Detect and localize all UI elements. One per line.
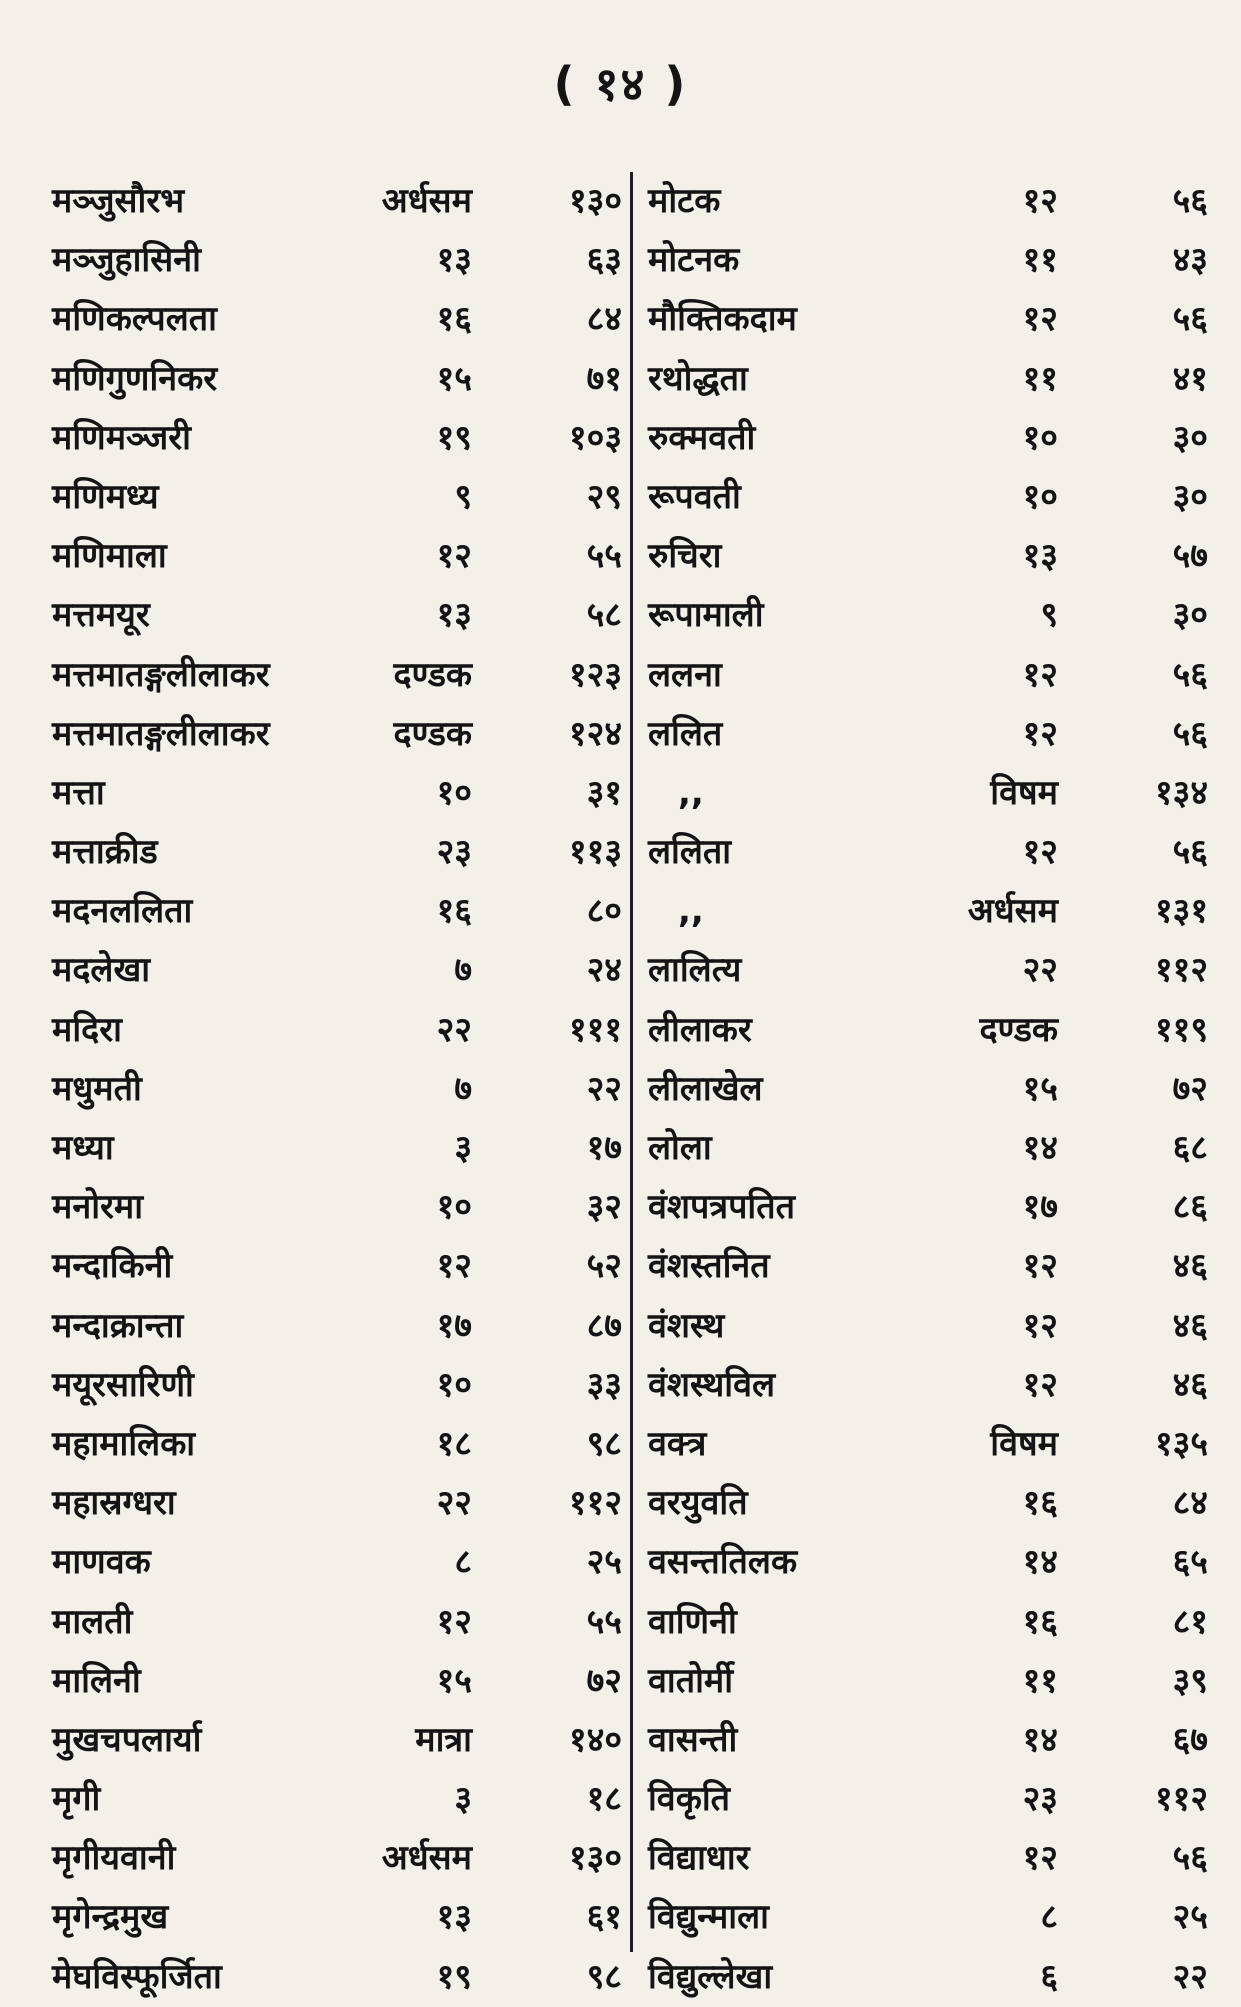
syllable-count: ९ [1040,595,1058,636]
index-entry [52,941,622,1000]
index-entry [648,1001,1208,1060]
meter-name: रूपवती [648,476,741,517]
syllable-count: १८ [436,1423,472,1464]
index-entry [52,1356,622,1415]
index-entry [648,1829,1208,1888]
meter-name: वातोर्मी [648,1660,734,1701]
syllable-count: १३ [436,240,472,281]
index-entry [52,1415,622,1474]
page-reference: ३९ [1172,1660,1208,1701]
meter-name: वंशस्थविल [648,1364,776,1405]
page-reference: ६१ [586,1897,622,1938]
meter-name: मञ्जुसौरभ [52,181,185,221]
index-entry [52,350,622,409]
index-entry [648,290,1208,349]
meter-name: वक्त्र [648,1423,707,1464]
index-entry [648,1593,1208,1652]
page-reference: ४६ [1172,1246,1208,1287]
page-reference: ४६ [1172,1364,1208,1405]
syllable-count: १९ [436,1956,472,1997]
index-entry [648,468,1208,527]
page-reference: १७ [586,1128,622,1168]
page-reference: ५६ [1172,181,1208,221]
page-reference: ६३ [586,240,622,281]
syllable-count: २२ [436,1009,472,1050]
page-reference: ७१ [586,358,622,399]
meter-name: ,, [678,891,704,932]
meter-name: मणिगुणनिकर [52,358,218,399]
page-reference: १३० [568,1838,622,1879]
index-entry [648,1770,1208,1829]
page-reference: १२४ [568,713,622,754]
meter-name: लोला [648,1128,712,1168]
meter-name: लीलाकर [648,1009,752,1050]
page-reference: १८ [586,1779,622,1820]
meter-name: मणिकल्पलता [52,299,217,340]
meter-name: मत्तमातङ्गलीलाकर [52,654,270,695]
syllable-count: अर्धसम [381,1838,472,1879]
meter-name: मणिमाला [52,536,167,577]
column-divider [630,172,633,1952]
index-entry [648,882,1208,941]
index-entry [52,1652,622,1711]
index-entry [52,290,622,349]
meter-name: लीलाखेल [648,1068,763,1109]
page-reference: ८४ [586,299,622,340]
meter-name: मृगीयवानी [52,1838,176,1879]
index-entry [52,468,622,527]
syllable-count: १६ [436,299,472,340]
page-reference: ३३ [586,1364,622,1405]
page-reference: ५६ [1172,713,1208,754]
syllable-count: १० [436,1187,472,1228]
syllable-count: ११ [1022,358,1058,399]
page-reference: ८७ [586,1305,622,1346]
page-reference: १२३ [568,654,622,695]
syllable-count: दण्डक [979,1009,1058,1050]
meter-name: मन्दाक्रान्ता [52,1305,184,1346]
index-entry [52,705,622,764]
index-entry [52,882,622,941]
page-reference: २२ [586,1068,622,1109]
index-entry [648,1888,1208,1947]
page-reference: ५७ [1172,536,1208,577]
page-reference: ३० [1172,476,1208,517]
index-column-right [648,172,1208,2007]
index-entry [648,172,1208,231]
page-reference: ६७ [1172,1719,1208,1760]
meter-name: विद्याधार [648,1838,750,1879]
syllable-count: १२ [1022,1364,1058,1405]
meter-name: मयूरसारिणी [52,1364,194,1405]
page-reference: ८० [586,891,622,932]
syllable-count: ११ [1022,1660,1058,1701]
meter-name: मत्ताक्रीड [52,832,158,873]
syllable-count: १२ [1022,832,1058,873]
syllable-count: विषम [990,1423,1058,1464]
meter-name: मेघविस्फूर्जिता [52,1956,222,1997]
meter-name: मणिमञ्जरी [52,417,191,458]
syllable-count: १४ [1022,1719,1058,1760]
syllable-count: १९ [436,417,472,458]
index-entry [648,1415,1208,1474]
index-entry [52,1888,622,1947]
syllable-count: २३ [436,832,472,873]
meter-name: मोटक [648,181,721,221]
page-reference: ३० [1172,595,1208,636]
page-reference: ११३ [568,832,622,873]
meter-name: मदलेखा [52,950,151,991]
syllable-count: १० [1022,417,1058,458]
syllable-count: १२ [1022,299,1058,340]
syllable-count: ७ [454,950,472,991]
index-entry [648,1533,1208,1592]
meter-name: मत्तमयूर [52,595,150,636]
page-reference: ४३ [1172,240,1208,281]
index-entry [52,586,622,645]
page-reference: ११२ [1154,950,1208,991]
page-reference: २४ [586,950,622,991]
index-entry [648,1060,1208,1119]
syllable-count: दण्डक [393,654,472,695]
page-reference: ९८ [586,1423,622,1464]
index-entry [52,1001,622,1060]
index-entry [648,1297,1208,1356]
syllable-count: ८ [454,1542,472,1583]
meter-name: लालित्य [648,950,742,991]
index-entry [648,1178,1208,1237]
syllable-count: ७ [454,1068,472,1109]
page-reference: ५५ [586,1601,622,1642]
syllable-count: १२ [436,1601,472,1642]
page-reference: ८६ [1172,1187,1208,1228]
index-entry [52,1178,622,1237]
index-entry [648,527,1208,586]
meter-name: मत्तमातङ्गलीलाकर [52,713,270,754]
syllable-count: १५ [436,1660,472,1701]
syllable-count: ३ [454,1128,472,1168]
page-reference: ११९ [1154,1009,1208,1050]
page-reference: ६८ [1172,1128,1208,1168]
syllable-count: १६ [1022,1483,1058,1524]
page-reference: ८१ [1172,1601,1208,1642]
page-reference: ३१ [586,772,622,813]
syllable-count: ११ [1022,240,1058,281]
page-reference: २९ [586,476,622,517]
meter-name: मृगी [52,1779,101,1820]
page-reference: ५६ [1172,832,1208,873]
page-reference: ३० [1172,417,1208,458]
meter-name: मुखचपलार्या [52,1719,202,1760]
meter-name: मदिरा [52,1009,122,1050]
syllable-count: १२ [1022,1838,1058,1879]
index-entry [52,1711,622,1770]
index-entry [648,1356,1208,1415]
meter-name: ललिता [648,832,732,873]
syllable-count: २३ [1022,1779,1058,1820]
syllable-count: १२ [436,1246,472,1287]
syllable-count: १३ [436,1897,472,1938]
page-reference: १४० [568,1719,622,1760]
page-reference: १३५ [1154,1423,1208,1464]
syllable-count: अर्धसम [381,181,472,221]
page-reference: ४६ [1172,1305,1208,1346]
index-column-left [52,172,622,2007]
meter-name: मोटनक [648,240,740,281]
index-entry [648,1711,1208,1770]
index-entry [52,823,622,882]
syllable-count: १० [1022,476,1058,517]
page-reference: १३० [568,181,622,221]
index-entry [52,1593,622,1652]
syllable-count: ३ [454,1779,472,1820]
syllable-count: २२ [436,1483,472,1524]
index-entry [52,1237,622,1296]
meter-name: रथोद्धता [648,358,748,399]
syllable-count: २२ [1022,950,1058,991]
meter-name: माणवक [52,1542,151,1583]
page-reference: ५५ [586,536,622,577]
meter-name: ,, [678,772,704,813]
meter-name: वरयुवति [648,1483,748,1524]
meter-name: मन्दाकिनी [52,1246,173,1287]
syllable-count: १७ [436,1305,472,1346]
syllable-count: ६ [1040,1956,1058,1997]
index-entry [648,586,1208,645]
meter-name: रुक्मवती [648,417,756,458]
meter-name: मध्या [52,1128,114,1168]
page-reference: ५६ [1172,1838,1208,1879]
syllable-count: अर्धसम [967,891,1058,932]
index-entry [648,350,1208,409]
index-entry [648,1948,1208,2007]
page-reference: ५२ [586,1246,622,1287]
meter-name: रूपामाली [648,595,764,636]
page-reference: २५ [586,1542,622,1583]
syllable-count: १२ [1022,181,1058,221]
index-entry [648,409,1208,468]
index-entry [52,409,622,468]
page-reference: १११ [568,1009,622,1050]
meter-name: ललित [648,713,723,754]
syllable-count: १२ [436,536,472,577]
syllable-count: १२ [1022,1305,1058,1346]
syllable-count: १२ [1022,654,1058,695]
index-entry [52,764,622,823]
syllable-count: विषम [990,772,1058,813]
index-entry [52,1474,622,1533]
page-reference: ६५ [1172,1542,1208,1583]
meter-name: विद्युल्लेखा [648,1956,773,1997]
meter-name: मञ्जुहासिनी [52,240,201,281]
meter-name: ललना [648,654,722,695]
index-entry [648,231,1208,290]
meter-name: विद्युन्माला [648,1897,769,1938]
meter-name: रुचिरा [648,536,722,577]
index-entry [648,941,1208,1000]
syllable-count: मात्रा [415,1719,472,1760]
index-entry [52,231,622,290]
meter-name: विकृति [648,1779,731,1820]
meter-name: मालती [52,1601,133,1642]
syllable-count: १० [436,1364,472,1405]
page-reference: ११२ [568,1483,622,1524]
index-entry [648,1237,1208,1296]
meter-name: वंशपत्रपतित [648,1187,795,1228]
index-entry [52,1119,622,1178]
page-reference: ७२ [1172,1068,1208,1109]
index-entry [52,1770,622,1829]
meter-name: मत्ता [52,772,105,813]
page-reference: १०३ [568,417,622,458]
syllable-count: १० [436,772,472,813]
page-reference: २२ [1172,1956,1208,1997]
index-entry [648,705,1208,764]
page-reference: ५८ [586,595,622,636]
page-reference: ५६ [1172,299,1208,340]
meter-name: मणिमध्य [52,476,159,517]
syllable-count: १६ [1022,1601,1058,1642]
page-number: ( १४ ) [553,57,688,111]
page-reference: १३४ [1154,772,1208,813]
meter-name: मधुमती [52,1068,142,1109]
meter-name: मदनललिता [52,891,193,932]
page-reference: ११२ [1154,1779,1208,1820]
index-entry [52,172,622,231]
index-entry [52,1297,622,1356]
index-entry [52,1060,622,1119]
index-entry [52,1829,622,1888]
page-reference: ४१ [1172,358,1208,399]
meter-name: वासन्ती [648,1719,738,1760]
syllable-count: दण्डक [393,713,472,754]
meter-name: मौक्तिकदाम [648,299,797,340]
syllable-count: १२ [1022,1246,1058,1287]
meter-name: मालिनी [52,1660,141,1701]
syllable-count: १५ [1022,1068,1058,1109]
syllable-count: १३ [436,595,472,636]
meter-name: महास्रग्धरा [52,1483,176,1524]
syllable-count: १३ [1022,536,1058,577]
page-reference: ३२ [586,1187,622,1228]
page-reference: १३१ [1154,891,1208,932]
index-entry [648,764,1208,823]
index-entry [52,527,622,586]
syllable-count: १७ [1022,1187,1058,1228]
meter-name: मनोरमा [52,1187,144,1228]
page-reference: ८४ [1172,1483,1208,1524]
page-reference: ५६ [1172,654,1208,695]
syllable-count: ९ [454,476,472,517]
syllable-count: १६ [436,891,472,932]
syllable-count: १५ [436,358,472,399]
meter-name: मृगेन्द्रमुख [52,1897,169,1938]
index-entry [52,1533,622,1592]
syllable-count: ८ [1040,1897,1058,1938]
index-entry [648,1474,1208,1533]
syllable-count: १४ [1022,1128,1058,1168]
page-reference: ७२ [586,1660,622,1701]
meter-name: वसन्ततिलक [648,1542,798,1583]
index-entry [648,823,1208,882]
meter-name: वंशस्तनित [648,1246,770,1287]
syllable-count: १२ [1022,713,1058,754]
meter-name: वाणिनी [648,1601,737,1642]
meter-name: वंशस्थ [648,1305,725,1346]
index-entry [52,646,622,705]
index-entry [648,1652,1208,1711]
index-entry [52,1948,622,2007]
page-reference: ९८ [586,1956,622,1997]
meter-name: महामालिका [52,1423,196,1464]
syllable-count: १४ [1022,1542,1058,1583]
index-entry [648,1119,1208,1178]
page-reference: २५ [1172,1897,1208,1938]
index-entry [648,646,1208,705]
